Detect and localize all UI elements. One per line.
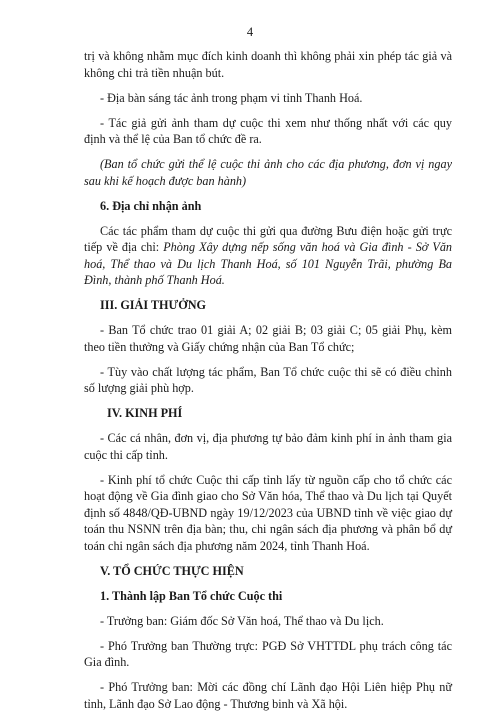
page-number: 4 — [246, 25, 254, 39]
heading-awards: III. GIẢI THƯỞNG — [100, 298, 206, 312]
paragraph-standing-deputy: - Phó Trưởng ban Thường trực: PGĐ Sở VHTTDL phụ trách công tác Gia đình. — [84, 638, 452, 669]
paragraph-funding-2: - Kinh phí tổ chức Cuộc thi cấp tỉnh lấy từ nguồn cấp cho tổ chức các hoạt động về Gia đình giao cho Sở Văn hóa, Thể thao và Du lịch tại Quyết định số 4848/QĐ-UBND ngày 19/12/2023 của UBND tỉnh về việc giao dự toán thu NSNN trên địa bàn; thu, chi ngân sách địa phương và phân bổ dự toán chi ngân sách địa phương năm 2024, tỉnh Thanh Hoá. — [84, 472, 452, 553]
heading-address: 6. Địa chỉ nhận ảnh — [100, 198, 202, 213]
paragraph-address — [84, 223, 452, 289]
heading-committee: 1. Thành lập Ban Tổ chức Cuộc thi — [100, 588, 283, 603]
paragraph-note: (Ban tổ chức gửi thể lệ cuộc thi ảnh cho các địa phương, đơn vị ngay sau khi kế hoạch được ban hành) — [84, 157, 452, 188]
paragraph-funding-1: - Các cá nhân, đơn vị, địa phương tự bảo đảm kinh phí in ảnh tham gia cuộc thi cấp tỉnh. — [84, 431, 452, 462]
heading-organization: V. TỔ CHỨC THỰC HIỆN — [100, 563, 244, 578]
heading-funding: IV. KINH PHÍ — [107, 406, 183, 420]
paragraph-head: - Trưởng ban: Giám đốc Sở Văn hoá, Thể thao và Du lịch. — [100, 613, 384, 628]
paragraph-awards-1: - Ban Tổ chức trao 01 giải A; 02 giải B; 03 giải C; 05 giải Phụ, kèm theo tiền thưởng và Giấy chứng nhận của Ban Tổ chức; — [84, 323, 452, 354]
document-body — [84, 48, 452, 721]
address-italic-text: Phòng Xây dựng nếp sống văn hoá và Gia đình - Sở Văn hoá, Thể thao và Du lịch Thanh Hoá, số 101 Nguyễn Trãi, phường Ba Đình, thành phố Thanh Hoá. — [84, 240, 453, 287]
paragraph-awards-2: - Tùy vào chất lượng tác phẩm, Ban Tổ chức cuộc thi sẽ có điều chỉnh số lượng giải phù hợp. — [84, 364, 452, 395]
paragraph-continuation: trị và không nhằm mục đích kinh doanh thì không phải xin phép tác giả và không chi trả tiền nhuận bút. — [84, 49, 452, 80]
paragraph-deputy: - Phó Trưởng ban: Mời các đồng chí Lãnh đạo Hội Liên hiệp Phụ nữ tỉnh, Lãnh đạo Sở Lao động - Thương binh và Xã hội. — [84, 680, 452, 711]
paragraph-area: - Địa bàn sáng tác ảnh trong phạm vi tỉnh Thanh Hoá. — [100, 90, 363, 105]
paragraph-rules: - Tác giả gửi ảnh tham dự cuộc thi xem như thống nhất với các quy định và thể lệ của Ban tổ chức đề ra. — [84, 115, 452, 146]
address-lead-text: Các tác phẩm tham dự cuộc thi gửi qua đường Bưu điện hoặc gửi trực tiếp về địa chỉ: — [84, 223, 452, 254]
